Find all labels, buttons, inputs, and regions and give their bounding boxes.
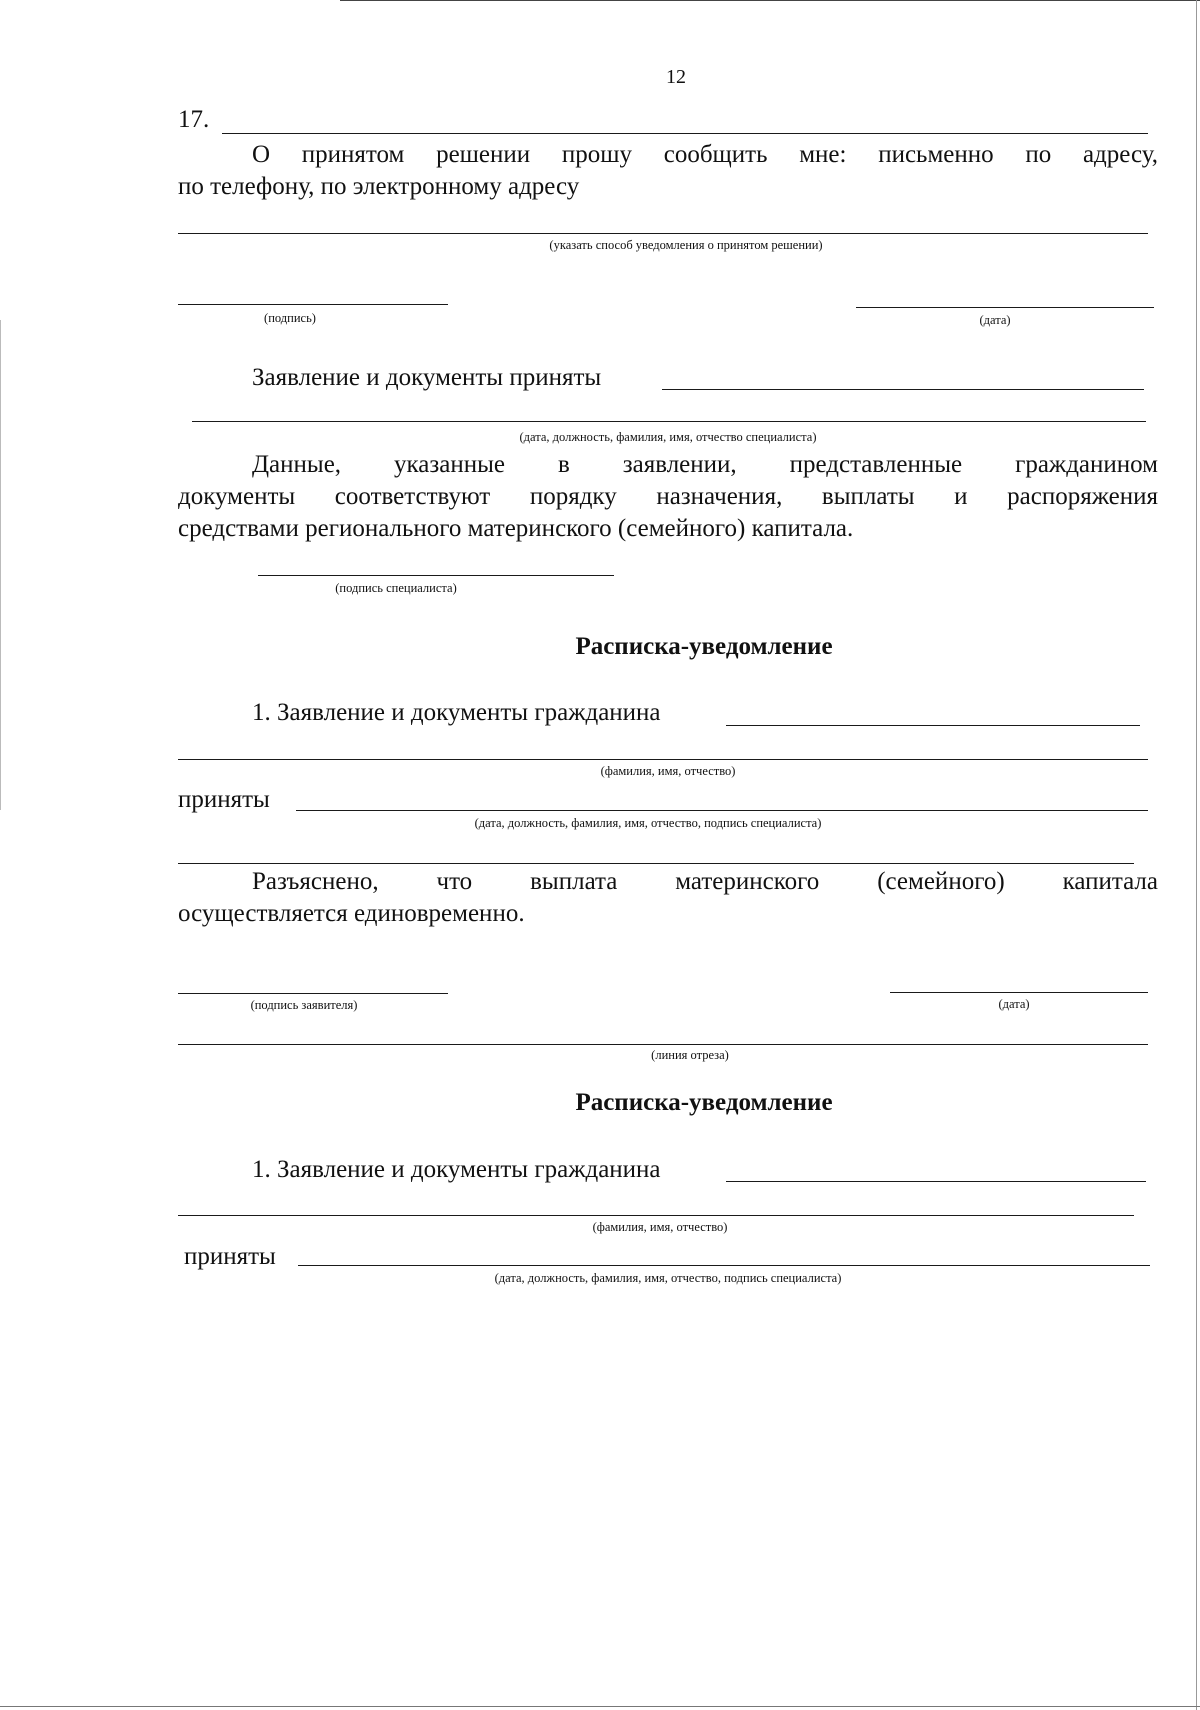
specialist-signature-caption: (подпись специалиста) [335, 581, 457, 595]
receipt-2-accepted-label: приняты [184, 1243, 276, 1270]
notify-text-line-2: по телефону, по электронному адресу [178, 173, 580, 200]
scan-bottom-edge [0, 1706, 1200, 1707]
cut-line-caption: (линия отреза) [651, 1048, 729, 1062]
scan-right-edge [1196, 0, 1197, 1710]
receipt-1-applicant-signature-caption: (подпись заявителя) [250, 998, 358, 1012]
receipt-1-date-caption: (дата) [998, 997, 1030, 1011]
receipt-2-title: Расписка-уведомление [575, 1089, 833, 1116]
receipt-2-accepted-line[interactable] [298, 1265, 1150, 1266]
receipt-2-item-1: 1. Заявление и документы гражданина [252, 1156, 661, 1183]
accepted-caption: (дата, должность, фамилия, имя, отчество специалиста) [519, 430, 817, 444]
receipt-1-item-1: 1. Заявление и документы гражданина [252, 699, 661, 726]
cut-line[interactable] [178, 1044, 1148, 1045]
receipt-1-explained-line-1: Разъяснено, что выплата материнского (семейного) капитала [252, 868, 1158, 895]
specialist-signature-line[interactable] [258, 575, 614, 576]
accepted-blank-line[interactable] [662, 389, 1144, 390]
item-17-blank-line[interactable] [222, 133, 1148, 134]
statement-line-3: средствами регионального материнского (семейного) капитала. [178, 515, 854, 542]
scan-left-edge [0, 320, 1, 810]
applicant-signature-caption: (подпись) [264, 311, 316, 325]
accepted-second-line[interactable] [192, 421, 1146, 422]
page-number: 12 [666, 66, 686, 88]
receipt-1-extra-line[interactable] [178, 863, 1134, 864]
receipt-1-explained-line-2: осуществляется единовременно. [178, 900, 525, 927]
notify-text-line-1: О принятом решении прошу сообщить мне: письменно по адресу, [252, 141, 1158, 168]
notify-method-line[interactable] [178, 233, 1148, 234]
receipt-1-citizen-line[interactable] [726, 725, 1140, 726]
receipt-1-accepted-caption: (дата, должность, фамилия, имя, отчество, подпись специалиста) [474, 816, 822, 830]
receipt-2-accepted-caption: (дата, должность, фамилия, имя, отчество, подпись специалиста) [494, 1271, 842, 1285]
item-17-number: 17. [178, 106, 210, 133]
receipt-2-fio-caption: (фамилия, имя, отчество) [592, 1220, 728, 1234]
receipt-1-accepted-line[interactable] [296, 810, 1148, 811]
notify-method-caption: (указать способ уведомления о принятом решении) [549, 238, 823, 252]
applicant-date-caption: (дата) [979, 313, 1011, 327]
receipt-2-fio-line[interactable] [178, 1215, 1134, 1216]
receipt-1-fio-caption: (фамилия, имя, отчество) [600, 764, 736, 778]
receipt-1-accepted-label: приняты [178, 786, 270, 813]
applicant-signature-line[interactable] [178, 304, 448, 305]
receipt-2-citizen-line[interactable] [726, 1181, 1146, 1182]
statement-line-2: документы соответствуют порядку назначения, выплаты и распоряжения [178, 483, 1158, 510]
receipt-1-title: Расписка-уведомление [575, 633, 833, 660]
scan-top-edge [340, 0, 1200, 1]
receipt-1-fio-line[interactable] [178, 759, 1148, 760]
receipt-1-applicant-signature-line[interactable] [178, 993, 448, 994]
applicant-date-line[interactable] [856, 307, 1154, 308]
statement-line-1: Данные, указанные в заявлении, представленные гражданином [252, 451, 1158, 478]
accepted-label: Заявление и документы приняты [252, 364, 602, 391]
receipt-1-date-line[interactable] [890, 992, 1148, 993]
